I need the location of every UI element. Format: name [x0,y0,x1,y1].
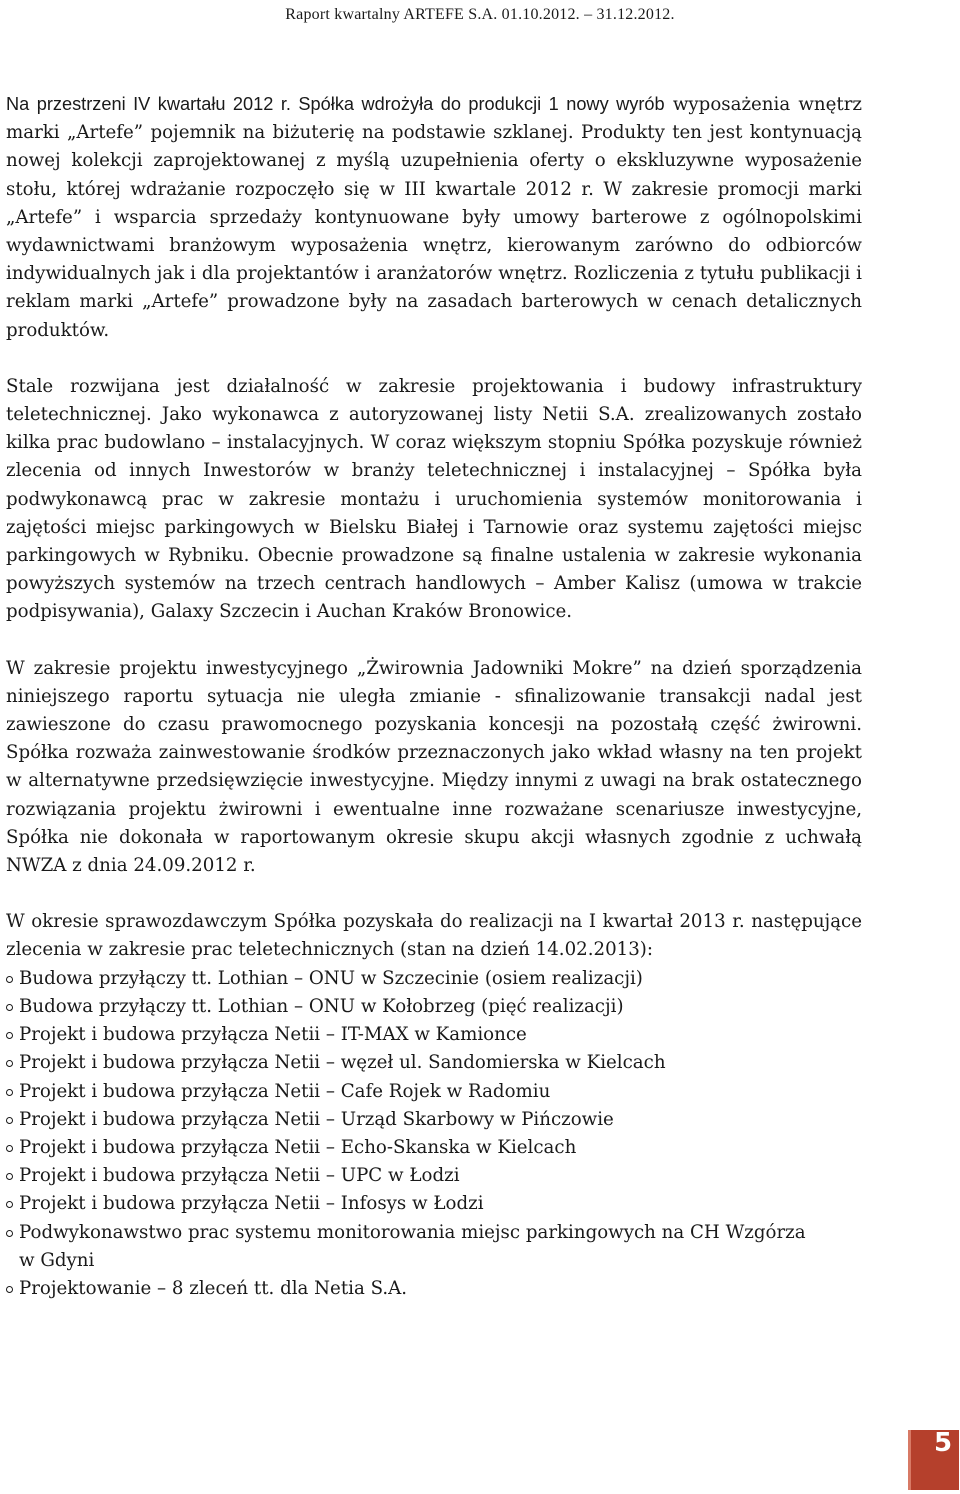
orders-list [6,965,862,1303]
document-body [6,90,862,1303]
paragraph-text: wyposażenia wnętrz marki „Artefe” pojemnik na biżuterię na podstawie szklanej. Produkty ten jest kontynuacją nowej kolekcji zaprojektowanej z myślą uzupełnienia oferty o ekskluzywne wyposażenie stołu, której wdrażanie rozpoczęło się w III kwartale 2012 r. W zakresie promocji marki „Artefe” i wsparcia sprzedaży kontynuowane były umowy barterowe z ogólnopolskimi wydawnictwami branżowym wyposażenia wnętrz, kierowanym zarówno do odbiorców indywidualnych jak i dla projektantów i aranżatorów wnętrz. Rozliczenia z tytułu publikacji i reklam marki „Artefe” prowadzone były na zasadach barterowych w cenach detalicznych produktów. [6,94,862,341]
list-item: Projekt i budowa przyłącza Netii – UPC w Łodzi [6,1162,862,1190]
list-item: Projekt i budowa przyłącza Netii – węzeł ul. Sandomierska w Kielcach [6,1049,862,1077]
list-item: Projekt i budowa przyłącza Netii – IT-MAX w Kamionce [6,1021,862,1049]
paragraph-teletechnical: Stale rozwijana jest działalność w zakresie projektowania i budowy infrastruktury teletechnicznej. Jako wykonawca z autoryzowanej listy Netii S.A. zrealizowanych zostało kilka prac budowlano – instalacyjnych. W coraz większym stopniu Spółka pozyskuje również zlecenia od innych Inwestorów w branży teletechnicznej i instalacyjnej – Spółka była podwykonawcą prac w zakresie montażu i uruchomienia systemów monitorowania i zajętości miejsc parkingowych w Bielsku Białej i Tarnowie oraz systemu zajętości miejsc parkingowych w Rybniku. Obecnie prowadzone są finalne ustalenia w zakresie wykonania powyższych systemów na trzech centrach handlowych – Amber Kalisz (umowa w trakcie podpisywania), Galaxy Szczecin i Auchan Kraków Bronowice. [6,375,862,623]
list-item: Projekt i budowa przyłącza Netii – Infosys w Łodzi [6,1190,862,1218]
list-item: Podwykonawstwo prac systemu monitorowania miejsc parkingowych na CH Wzgórza w Gdyni [6,1219,809,1275]
list-item: Projekt i budowa przyłącza Netii – Cafe Rojek w Radomiu [6,1078,862,1106]
paragraph-lead: Na przestrzeni IV kwartału 2012 r. Spółka wdrożyła do produkcji 1 nowy wyrób [6,94,665,114]
list-item: Projektowanie – 8 zleceń tt. dla Netia S.A. [6,1275,862,1303]
list-item: Projekt i budowa przyłącza Netii – Urząd Skarbowy w Pińczowie [6,1106,862,1134]
page-number: 5 [934,1428,953,1458]
list-item: Budowa przyłączy tt. Lothian – ONU w Kołobrzeg (pięć realizacji) [6,993,862,1021]
list-item: Budowa przyłączy tt. Lothian – ONU w Szczecinie (osiem realizacji) [6,965,862,993]
paragraph-orders-intro: W okresie sprawozdawczym Spółka pozyskała do realizacji na I kwartał 2013 r. następujące zlecenia w zakresie prac teletechnicznych (stan na dzień 14.02.2013): [6,911,862,961]
report-header: Raport kwartalny ARTEFE S.A. 01.10.2012. – 31.12.2012. [285,6,675,23]
paragraph-products [6,90,862,345]
list-item: Projekt i budowa przyłącza Netii – Echo-Skanska w Kielcach [6,1134,862,1162]
paragraph-gravel-pit: W zakresie projektu inwestycyjnego „Żwirownia Jadowniki Mokre” na dzień sporządzenia niniejszego raportu sytuacja nie uległa zmianie - sfinalizowanie transakcji nadal jest zawieszone do czasu prawomocnego pozyskania koncesji na pozostałą część żwirowni. Spółka rozważa zainwestowanie środków przeznaczonych jako wkład własny na ten projekt w alternatywne przedsięwzięcie inwestycyjne. Między innymi z uwagi na brak ostatecznego rozwiązania projektu żwirowni i ewentualne inne rozważane scenariusze inwestycyjne, Spółka nie dokonała w raportowanym okresie skupu akcji własnych zgodnie z uchwałą NWZA z dnia 24.09.2012 r. [6,657,862,877]
